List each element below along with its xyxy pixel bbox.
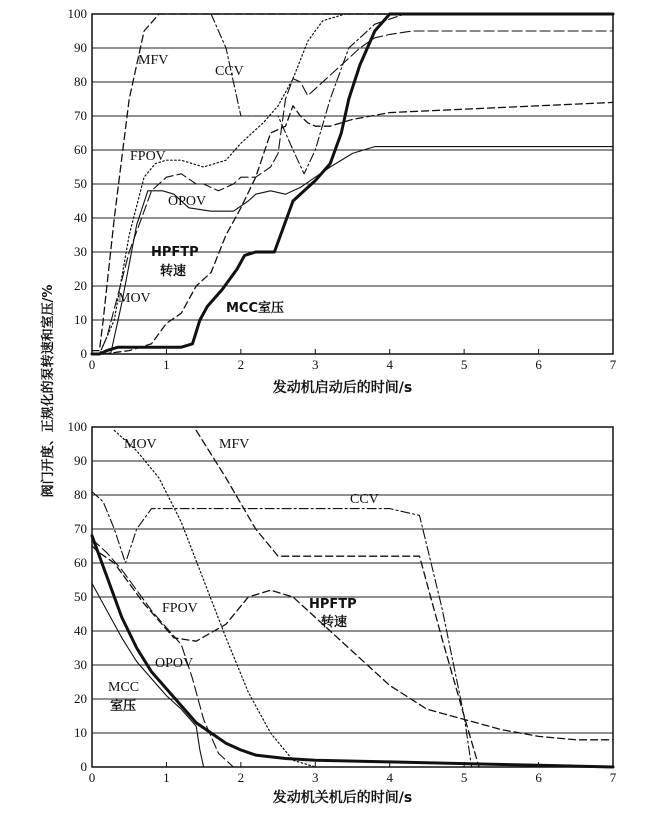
x-tick-label: 3 [312, 357, 319, 372]
annotation-label: OPOV [155, 656, 194, 671]
x-tick-label: 7 [609, 770, 617, 785]
x-tick-label: 3 [312, 770, 319, 785]
x-tick-label: 4 [386, 770, 393, 785]
y-tick-label: 90 [74, 40, 87, 55]
annotation-label: CCV [215, 64, 244, 79]
annotation-label: MCC [108, 680, 140, 695]
y-tick-label: 10 [74, 312, 87, 327]
top-chart [68, 6, 617, 396]
y-tick-label: 30 [74, 657, 87, 672]
series-line-mov [114, 430, 315, 767]
series-line-hpftp [92, 546, 613, 740]
y-tick-label: 70 [74, 521, 87, 536]
x-tick-label: 2 [237, 357, 245, 372]
y-tick-label: 100 [67, 419, 87, 434]
annotation-label: MFV [219, 437, 250, 452]
y-tick-label: 10 [74, 725, 87, 740]
x-tick-label: 6 [535, 770, 542, 785]
y-tick-label: 20 [74, 691, 87, 706]
x-tick-label: 7 [609, 357, 617, 372]
y-tick-label: 20 [74, 278, 87, 293]
y-tick-label: 0 [80, 759, 87, 774]
annotation-label: 转速 [321, 615, 348, 630]
annotation-label: MFV [138, 53, 169, 68]
x-tick-label: 5 [460, 357, 468, 372]
annotation-label: FPOV [162, 601, 198, 616]
y-tick-label: 60 [74, 142, 87, 157]
x-tick-label: 2 [237, 770, 245, 785]
annotation-label: HPFTP [151, 245, 199, 260]
x-tick-label: 4 [386, 357, 393, 372]
x-tick-label: 1 [163, 357, 170, 372]
y-tick-label: 0 [80, 346, 87, 361]
annotation-label: MOV [124, 437, 157, 452]
x-axis-label: 发动机关机后的时间/s [272, 790, 413, 806]
y-tick-label: 40 [74, 210, 87, 225]
x-axis-label: 发动机启动后的时间/s [272, 380, 413, 396]
y-tick-label: 60 [74, 555, 87, 570]
annotation-label: OPOV [168, 194, 207, 209]
series-line-ccv [92, 492, 472, 767]
bottom-chart [68, 419, 617, 806]
x-tick-label: 6 [535, 357, 542, 372]
y-tick-label: 40 [74, 623, 87, 638]
y-tick-label: 80 [74, 487, 87, 502]
y-tick-label: 100 [67, 6, 87, 21]
annotation-label: MOV [118, 291, 151, 306]
x-tick-label: 5 [460, 770, 468, 785]
y-axis-label: 阀门开度、正规化的泵转速和室压/% [41, 284, 56, 498]
annotation-label: 室压 [110, 699, 137, 714]
x-tick-label: 1 [163, 770, 170, 785]
y-tick-label: 90 [74, 453, 87, 468]
series-line-mov [92, 102, 613, 354]
annotation-label: FPOV [130, 149, 166, 164]
annotation-label: MCC室压 [226, 301, 285, 316]
x-tick-label: 0 [88, 357, 96, 372]
y-tick-label: 70 [74, 108, 87, 123]
y-tick-label: 80 [74, 74, 87, 89]
x-tick-label: 0 [88, 770, 96, 785]
annotation-label: HPFTP [309, 597, 357, 612]
annotation-label: CCV [350, 492, 379, 507]
y-tick-label: 30 [74, 244, 87, 259]
annotation-label: 转速 [160, 264, 187, 279]
y-tick-label: 50 [74, 589, 87, 604]
y-tick-label: 50 [74, 176, 87, 191]
series-line-mfv [92, 14, 613, 351]
